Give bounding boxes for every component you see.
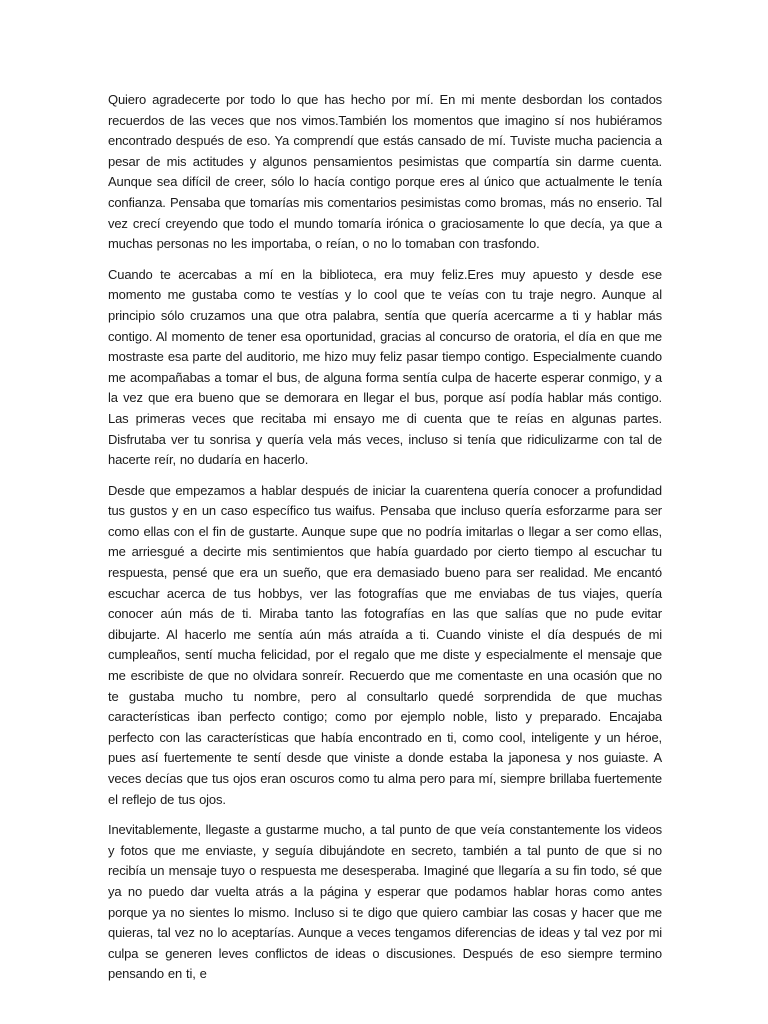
paragraph-4: Inevitablemente, llegaste a gustarme mucho, a tal punto de que veía constantemente los videos y fotos que me enviaste, y seguía dibujándote en secreto, también a tal punto de que si no recibía un mensaje tuyo o respuesta me desesperaba. Imaginé que llegaría a su fin todo, sé que ya no puedo dar vuelta atrás a la página y esperar que podamos hablar horas como antes porque ya no sientes lo mismo. Incluso si te digo que quiero cambiar las cosas y hacer que me quieras, tal vez no lo aceptarías. Aunque a veces tengamos diferencias de ideas y tal vez por mi culpa se generen leves conflictos de ideas o discusiones. Después de eso siempre termino pensando en ti, e [108, 822, 662, 982]
paragraph-3: Desde que empezamos a hablar después de iniciar la cuarentena quería conocer a profundidad tus gustos y en un caso específico tus waifus. Pensaba que incluso quería esforzarme para ser como ellas con el fin de gustarte. Aunque supe que no podría imitarlas o llegar a ser como ellas, me arriesgué a decirte mis sentimientos que había guardado por cierto tiempo al escuchar tu respuesta, pensé que era un sueño, que era demasiado bueno para ser realidad. Me encantó escuchar acerca de tus hobbys, ver las fotografías que me enviabas de tus viajes, quería conocer aún más de ti. Miraba tanto las fotografías en las que salías que no pude evitar dibujarte. Al hacerlo me sentía aún más atraída a ti. Cuando viniste el día después de mi cumpleaños, sentí mucha felicidad, por el regalo que me diste y especialmente el mensaje que me escribiste de que no olvidara sonreír. Recuerdo que me comentaste en una ocasión que no te gustaba mucho tu nombre, pero al consultarlo quedé sorprendida de que muchas características iban perfecto contigo; como por ejemplo noble, listo y preparado. Encajaba perfecto con las características que había encontrado en ti, como cool, inteligente y un héroe, pues así fuertemente te sentí desde que viniste a donde estaba la japonesa y nos guiaste. A veces decías que tus ojos eran oscuros como tu alma pero para mí, siempre brillaba fuertemente el reflejo de tus ojos. [108, 482, 662, 807]
paragraph-1: Quiero agradecerte por todo lo que has hecho por mí. En mi mente desbordan los contados recuerdos de las veces que nos vimos.También los momentos que imagino sí nos hubiéramos encontrado después de eso. Ya comprendí que estás cansado de mí. Tuviste mucha paciencia a pesar de mis actitudes y algunos pensamientos pesimistas que compartía sin darme cuenta. Aunque sea difícil de creer, sólo lo hacía contigo porque eres al único que actualmente le tenía confianza. Pensaba que tomarías mis comentarios pesimistas como bromas, más no enserio. Tal vez crecí creyendo que todo el mundo tomaría irónica o graciosamente lo que decía, ya que a muchas personas no les importaba, o reían, o no lo tomaban con trasfondo. [108, 92, 662, 252]
paragraph-2: Cuando te acercabas a mí en la biblioteca, era muy feliz.Eres muy apuesto y desde ese momento me gustaba como te vestías y lo cool que te veías con tu traje negro. Aunque al principio sólo cruzamos una que otra palabra, sentía que quería acercarme a ti y hablar más contigo. Al momento de tener esa oportunidad, gracias al concurso de oratoria, el día en que me mostraste esa parte del auditorio, me hizo muy feliz pasar tiempo contigo. Especialmente cuando me acompañabas a tomar el bus, de alguna forma sentía culpa de hacerte esperar conmigo, y a la vez que era bueno que se demorara en llegar el bus, porque así podía hablar más contigo. Las primeras veces que recitaba mi ensayo me di cuenta que te reías en algunas partes. Disfrutaba ver tu sonrisa y quería vela más veces, incluso si tenía que ridiculizarme con tal de hacerte reír, no dudaría en hacerlo. [108, 266, 662, 468]
